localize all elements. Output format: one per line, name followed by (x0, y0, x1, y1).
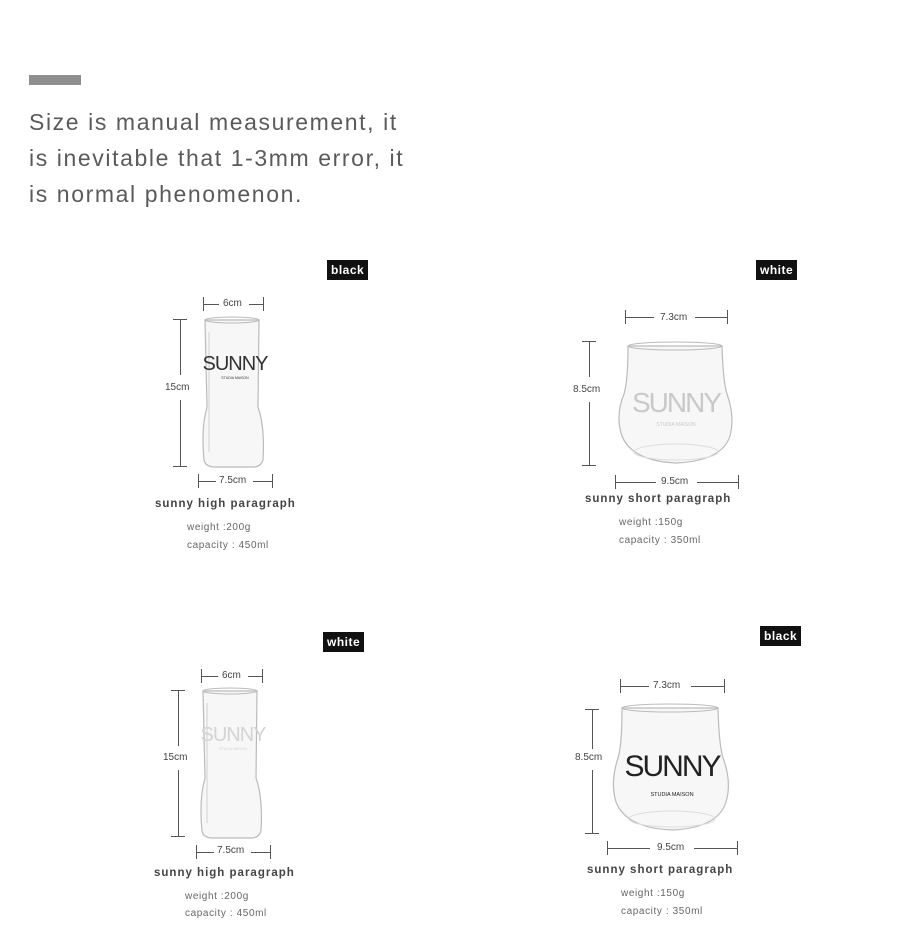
dimension-line (625, 317, 654, 318)
weight-spec: weight :200g (185, 891, 249, 902)
notice-line: is inevitable that 1-3mm error, it (29, 145, 405, 171)
dimension-line (196, 852, 214, 853)
dimension-line (198, 481, 216, 482)
capacity-spec: capacity : 450ml (185, 908, 267, 919)
dimension-line (691, 686, 724, 687)
color-tag: white (323, 632, 364, 652)
dimension-line (592, 709, 593, 749)
dimension-line (248, 676, 262, 677)
dimension-tick (738, 475, 739, 489)
bottom-width-label: 7.5cm (217, 845, 245, 856)
dimension-line (251, 852, 270, 853)
dimension-tick (727, 310, 728, 324)
glass-print: SUNNY (631, 387, 721, 418)
product-title: sunny high paragraph (155, 498, 296, 510)
tall-glass-image (193, 683, 273, 843)
glass-print: SUNNY (200, 724, 266, 746)
dimension-line (180, 319, 181, 375)
dimension-line (592, 770, 593, 833)
short-glass-image (610, 336, 742, 470)
dimension-line (589, 341, 590, 377)
top-width-label: 6cm (223, 298, 242, 309)
bottom-width-label: 9.5cm (657, 842, 685, 853)
bottom-width-label: 9.5cm (661, 476, 689, 487)
dimension-line (203, 304, 219, 305)
weight-spec: weight :150g (619, 517, 683, 528)
glass-brand: STUDIA MAISON (656, 422, 696, 428)
top-width-label: 7.3cm (653, 680, 681, 691)
dimension-line (180, 400, 181, 466)
dimension-line (697, 482, 738, 483)
bottom-width-label: 7.5cm (219, 475, 247, 486)
weight-spec: weight :200g (187, 522, 251, 533)
dimension-line (178, 770, 179, 836)
dimension-line (615, 482, 656, 483)
height-label: 8.5cm (573, 384, 601, 395)
dimension-line (607, 848, 650, 849)
height-label: 8.5cm (575, 752, 603, 763)
height-label: 15cm (163, 752, 188, 763)
dimension-line (249, 304, 263, 305)
dimension-line (695, 317, 727, 318)
color-tag: white (756, 260, 797, 280)
dimension-line (620, 686, 649, 687)
product-title: sunny short paragraph (585, 493, 732, 505)
dimension-tick (585, 833, 599, 834)
glass-brand: STUDIA MAISON (219, 747, 247, 751)
capacity-spec: capacity : 350ml (621, 906, 703, 917)
tall-glass-image (195, 312, 275, 472)
dimension-line (589, 402, 590, 465)
dimension-tick (582, 465, 596, 466)
notice-line: is normal phenomenon. (29, 181, 303, 207)
dimension-line (201, 676, 218, 677)
glass-print: SUNNY (624, 750, 720, 783)
product-title: sunny high paragraph (154, 867, 295, 879)
glass-brand: STUDIA MAISON (221, 376, 249, 380)
glass-brand: STUDIA MAISON (650, 792, 694, 798)
dimension-tick (272, 474, 273, 488)
dimension-tick (171, 836, 185, 837)
weight-spec: weight :150g (621, 888, 685, 899)
accent-bar (29, 75, 81, 85)
glass-print: SUNNY (202, 353, 268, 375)
size-notice (29, 104, 429, 212)
capacity-spec: capacity : 450ml (187, 540, 269, 551)
product-title: sunny short paragraph (587, 864, 734, 876)
dimension-line (178, 690, 179, 746)
color-tag: black (760, 626, 801, 646)
top-width-label: 7.3cm (660, 312, 688, 323)
capacity-spec: capacity : 350ml (619, 535, 701, 546)
height-label: 15cm (165, 382, 190, 393)
dimension-line (253, 481, 272, 482)
short-glass-image (604, 700, 740, 838)
dimension-tick (270, 845, 271, 859)
dimension-tick (262, 669, 263, 683)
dimension-line (694, 848, 737, 849)
dimension-tick (173, 466, 187, 467)
dimension-tick (724, 679, 725, 693)
notice-line: Size is manual measurement, it (29, 109, 398, 135)
dimension-tick (263, 297, 264, 311)
color-tag: black (327, 260, 368, 280)
top-width-label: 6cm (222, 670, 241, 681)
dimension-tick (737, 841, 738, 855)
